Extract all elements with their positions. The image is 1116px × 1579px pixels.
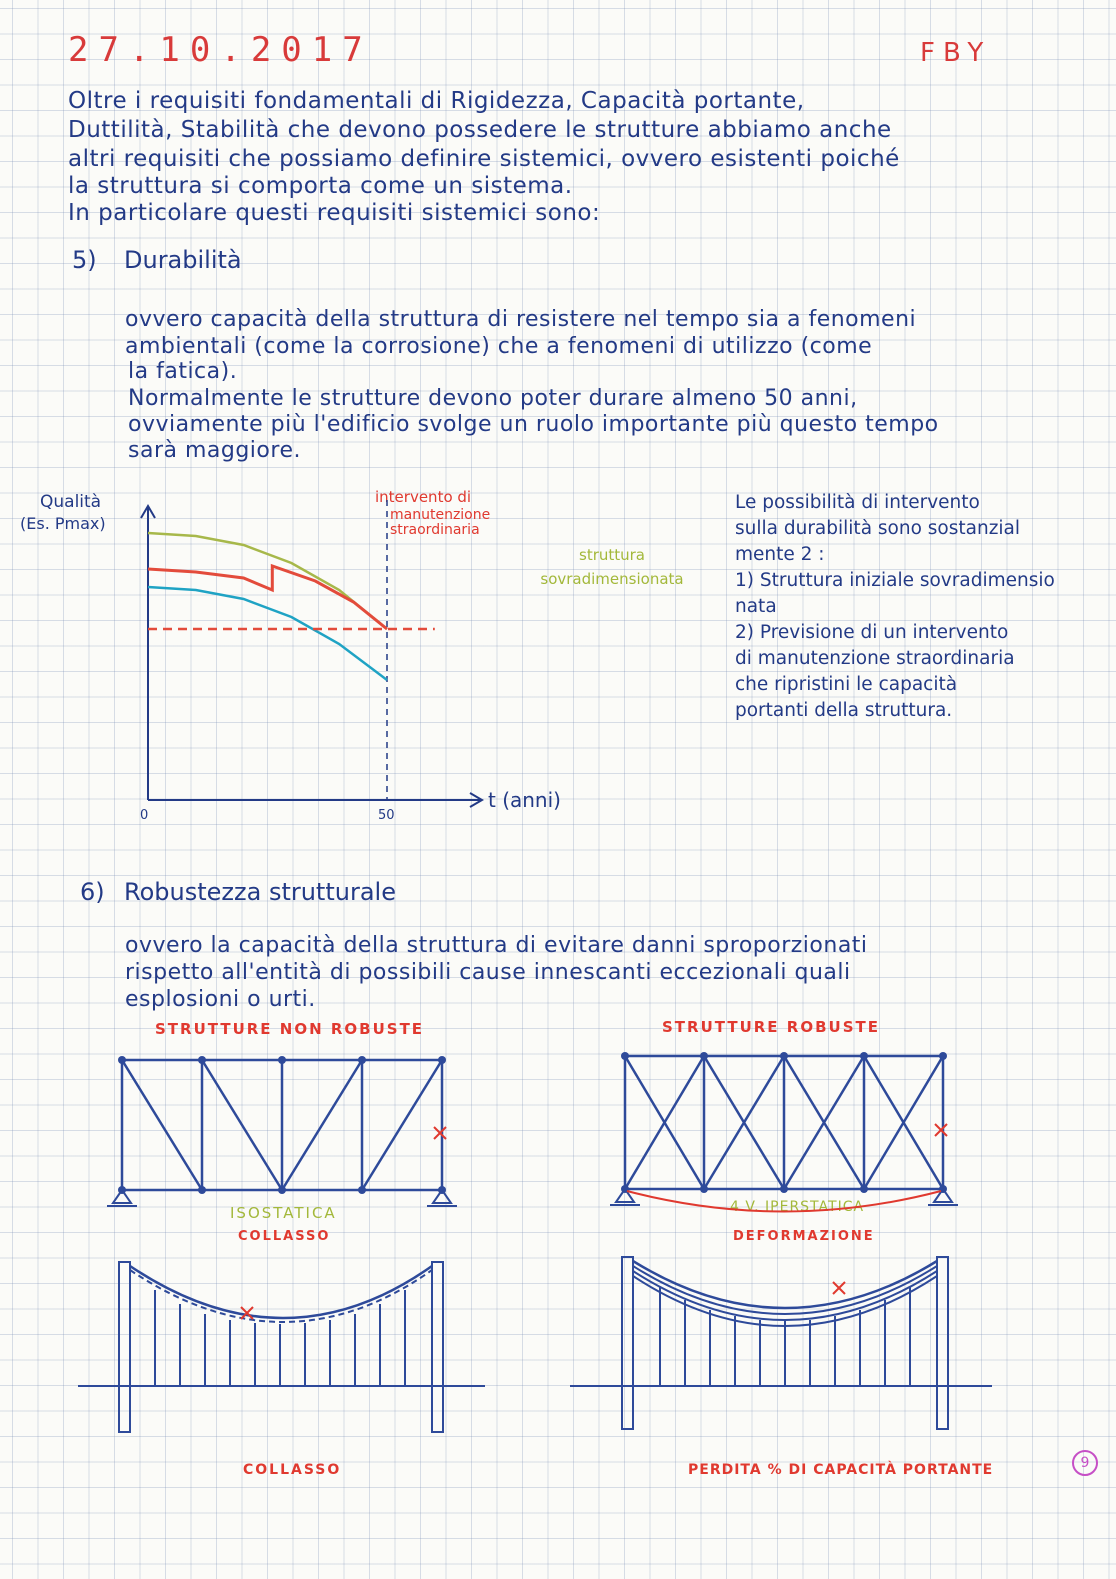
- section5-line-4: Normalmente le strutture devono poter durare almeno 50 anni,: [128, 386, 858, 411]
- left-bridge: [78, 1262, 485, 1432]
- section5-line-3: la fatica).: [128, 359, 238, 384]
- section5-line-1: ovvero capacità della struttura di resistere nel tempo sia a fenomeni: [125, 307, 917, 332]
- left-truss-cut-mark: [434, 1127, 446, 1139]
- right-truss-cut-mark: [935, 1124, 947, 1136]
- chart-xlabel: t (anni): [488, 788, 561, 812]
- intro-line-3: altri requisiti che possiamo definire sistemici, ovvero esistenti poiché: [68, 146, 900, 172]
- right-bridge: [570, 1257, 992, 1429]
- sidenote-line-6: 2) Previsione di un intervento: [735, 622, 1009, 643]
- right-bridge-cut-mark: [833, 1282, 845, 1294]
- section6-line-1: ovvero la capacità della struttura di evitare danni sproporzionati: [125, 933, 868, 958]
- intro-line-1: Oltre i requisiti fondamentali di Rigidezza, Capacità portante,: [68, 88, 805, 114]
- section6-title: Robustezza strutturale: [124, 878, 396, 906]
- intro-line-2: Duttilità, Stabilità che devono possedere le strutture abbiamo anche: [68, 117, 892, 143]
- sidenote-line-9: portanti della struttura.: [735, 700, 953, 721]
- intro-line-5: In particolare questi requisiti sistemici sono:: [68, 200, 601, 226]
- chart-annotation-intervento: intervento di: [375, 488, 472, 506]
- left-truss: [122, 1060, 442, 1190]
- chart-ylabel-2: (Es. Pmax): [20, 514, 106, 533]
- right-truss: [625, 1056, 943, 1189]
- isostatica-label: ISOSTATICA: [230, 1204, 337, 1222]
- chart-annotation-intervento-2: manutenzione straordinaria: [390, 507, 491, 538]
- chart-xtick-0: 0: [140, 808, 149, 823]
- chart-xtick-50: 50: [378, 808, 395, 823]
- section5-line-6: sarà maggiore.: [128, 438, 301, 463]
- page-number: 9: [1072, 1450, 1098, 1476]
- intro-line-4: la struttura si comporta come un sistema.: [68, 173, 573, 199]
- section5-title: Durabilità: [124, 246, 242, 274]
- sidenote-line-1: Le possibilità di intervento: [735, 492, 980, 513]
- section6-line-2: rispetto all'entità di possibili cause innescanti eccezionali quali: [125, 960, 851, 985]
- collasso-label: COLLASSO: [238, 1229, 331, 1244]
- section6-line-3: esplosioni o urti.: [125, 987, 316, 1012]
- sidenote-line-4: 1) Struttura iniziale sovradimensio: [735, 570, 1055, 591]
- left-bridge-cut-mark: [241, 1307, 253, 1319]
- section6-number: 6): [80, 878, 105, 906]
- sidenote-line-3: mente 2 :: [735, 544, 825, 565]
- sidenote-line-2: sulla durabilità sono sostanzial: [735, 518, 1021, 539]
- bridge-left-caption: COLLASSO: [243, 1462, 342, 1478]
- section5-line-2: ambientali (come la corrosione) che a fenomeni di utilizzo (come: [125, 334, 873, 359]
- deformazione-label: DEFORMAZIONE: [733, 1229, 875, 1244]
- iperstatica-label: 4 V. IPERSTATICA: [730, 1199, 865, 1215]
- section5-number: 5): [72, 246, 97, 274]
- right-title: STRUTTURE ROBUSTE: [662, 1018, 880, 1036]
- chart-ylabel: Qualità: [40, 492, 102, 512]
- left-title: STRUTTURE NON ROBUSTE: [155, 1020, 425, 1038]
- sidenote-line-7: di manutenzione straordinaria: [735, 648, 1015, 669]
- sidenote-line-5: nata: [735, 596, 777, 617]
- date: 27.10.2017: [68, 30, 373, 70]
- section5-line-5: ovviamente più l'edificio svolge un ruolo importante più questo tempo: [128, 412, 939, 437]
- bridge-right-caption: PERDITA % DI CAPACITÀ PORTANTE: [688, 1462, 994, 1478]
- chart-annotation-struttura: struttura sovradimensionata: [540, 546, 684, 588]
- right-truss-deformation: [627, 1191, 941, 1212]
- author-initials: FBY: [920, 38, 992, 68]
- sidenote-line-8: che ripristini le capacità: [735, 674, 958, 695]
